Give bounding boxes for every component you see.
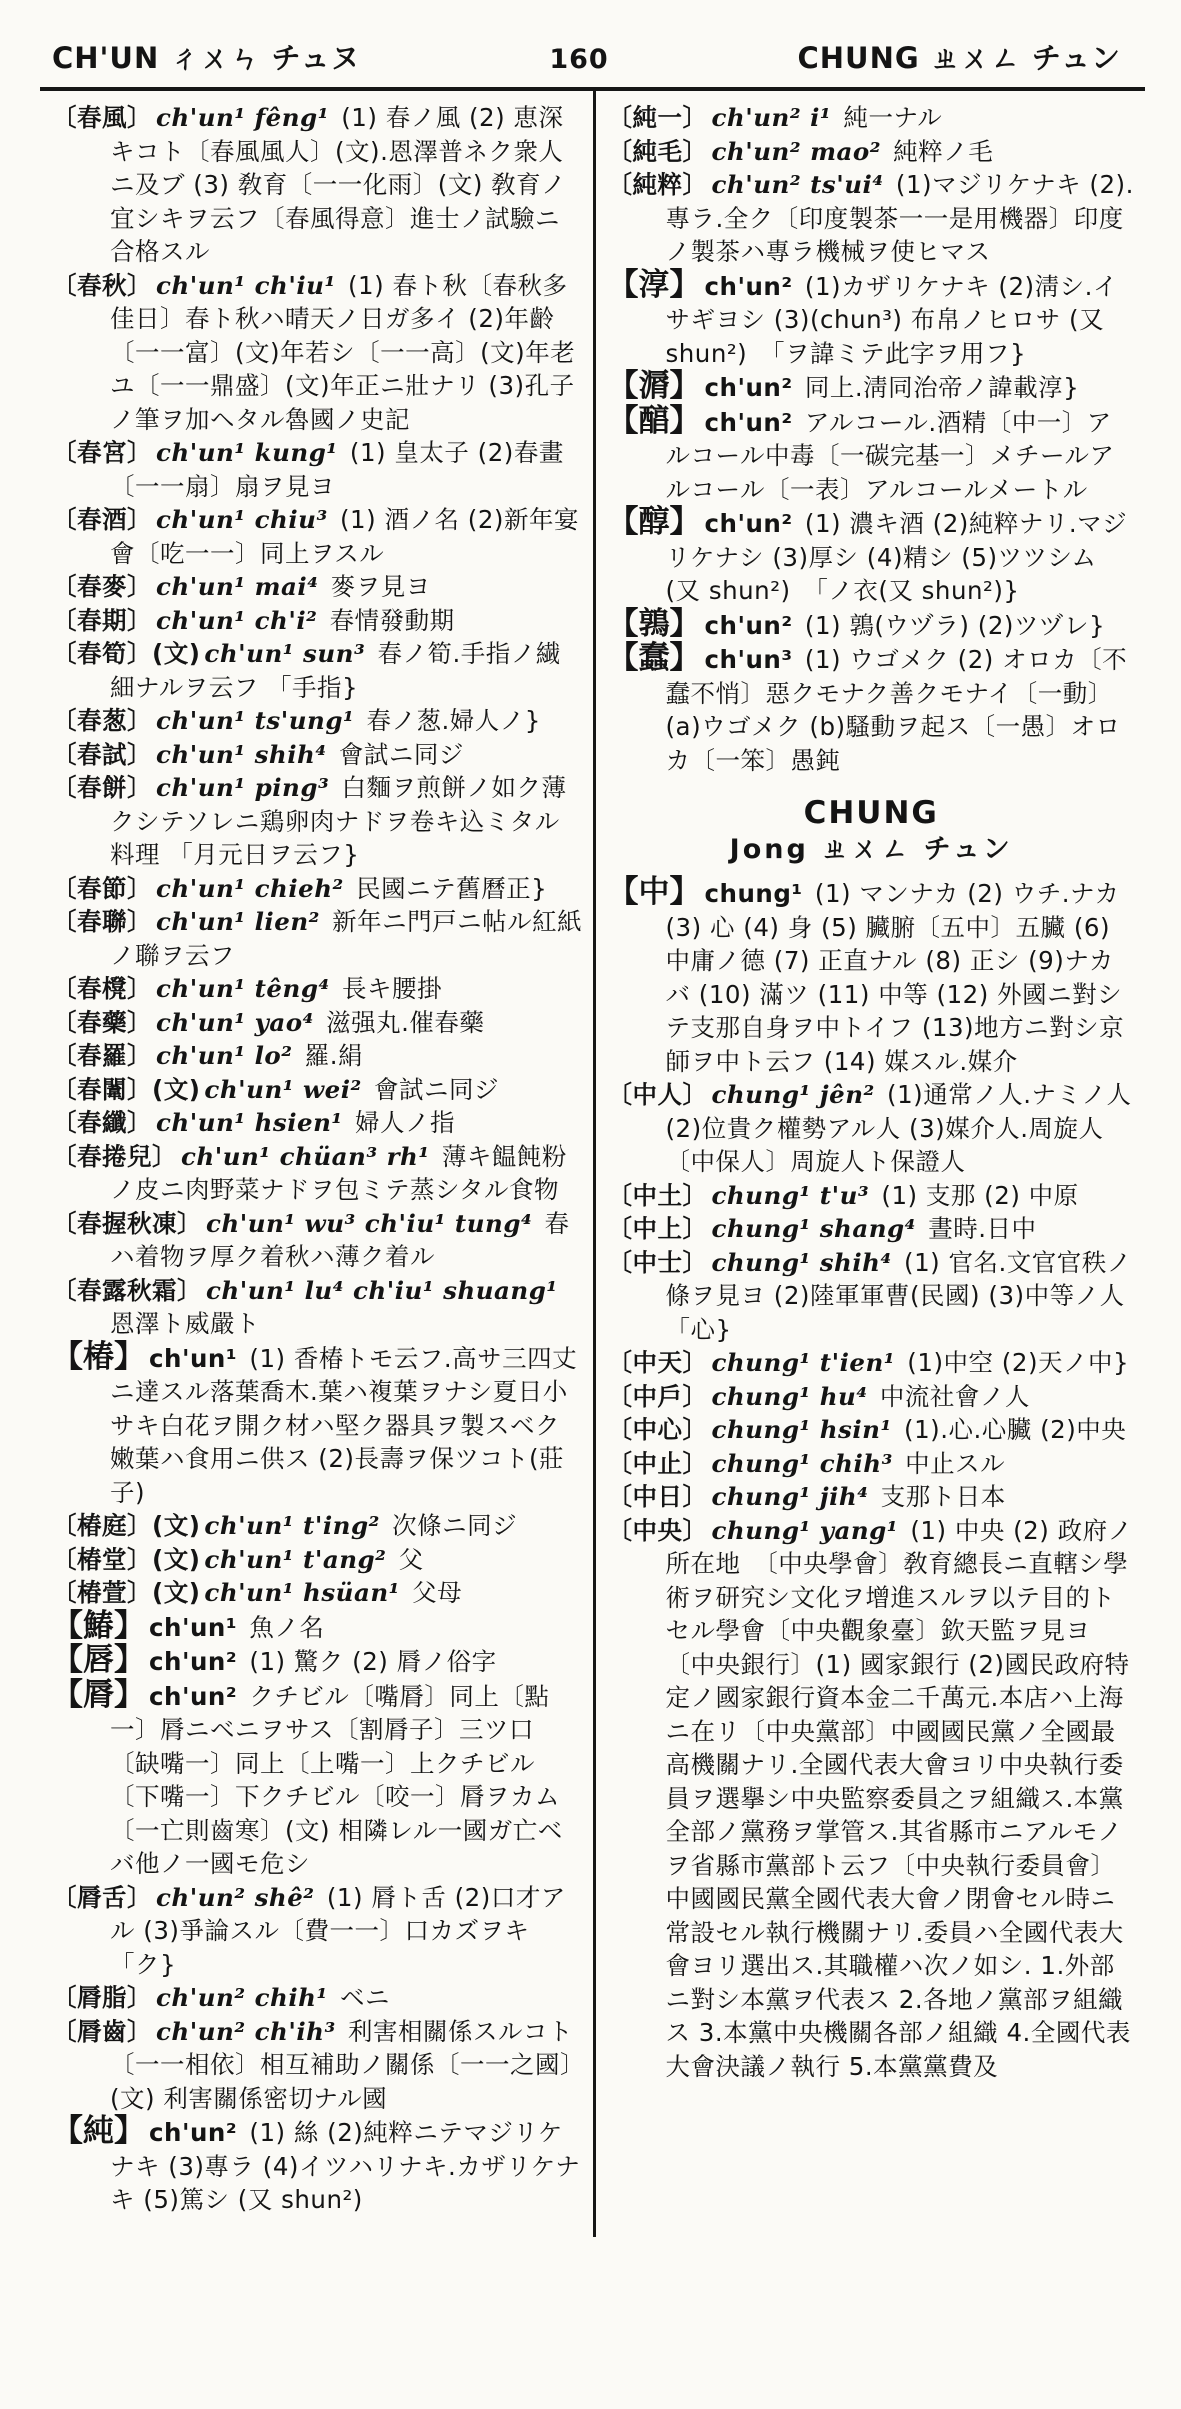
entry-romanization: ch'un¹ chieh²	[156, 873, 344, 903]
guide-word-left: CH'UN ㄔㄨㄣ チュヌ	[52, 41, 361, 75]
entry-romanization: ch'un¹ t'ing²	[204, 1511, 380, 1540]
entry-romanization: ch'un¹ fêng¹	[156, 103, 329, 132]
entry-romanization: ch'un¹ têng⁴	[156, 974, 330, 1003]
dictionary-entry	[52, 704, 583, 738]
entry-definition: 父母	[403, 1578, 463, 1607]
entry-headword: 〔春秋〕	[52, 270, 152, 300]
entry-romanization: ch'un¹ ping³	[156, 773, 330, 802]
entry-romanization: ch'un¹ wei²	[204, 1074, 362, 1104]
entry-headword: 〔中日〕	[607, 1482, 708, 1511]
dictionary-entry	[608, 1346, 1136, 1380]
entry-headword: 【純】	[52, 2113, 145, 2149]
entry-definition: (1)カザリケナキ (2)淸シ.イサギヨシ (3)(chun³) 布帛ノヒロサ (又 shun²) 「ヲ諱ミテ此字ヲ用フ}	[665, 271, 1118, 368]
entry-romanization: ch'un¹ hsien¹	[156, 1108, 343, 1137]
entry-headword: 〔椿萱〕(文)	[52, 1578, 201, 1607]
entry-romanization: chung¹ jih⁴	[711, 1482, 869, 1511]
entry-romanization: chung¹ jên²	[711, 1080, 875, 1109]
entry-definition: 純粹ノ毛	[885, 136, 994, 166]
dictionary-entry	[52, 1207, 583, 1274]
entry-definition: 會試ニ同ジ	[365, 1074, 500, 1104]
entry-definition: アルコール.酒精〔中一〕アルコール中毒〔一碳完基一〕メチールアルコール〔一表〕アルコールメートル	[665, 407, 1115, 504]
dictionary-entry	[52, 1981, 583, 2015]
entry-headword: 〔春露秋霜〕	[52, 1275, 202, 1305]
entry-romanization: ch'un¹	[149, 1343, 238, 1373]
entry-romanization: ch'un¹ hsüan¹	[204, 1578, 400, 1607]
entry-romanization: ch'un¹ chiu³	[156, 505, 328, 534]
section-title: CHUNG	[803, 795, 939, 831]
entry-definition: 長キ腰掛	[333, 974, 442, 1003]
entry-headword: 〔春捲兒〕	[52, 1141, 177, 1171]
entry-definition: 魚ノ名	[241, 1612, 325, 1642]
entry-headword: 〔春纖〕	[52, 1108, 152, 1137]
entry-headword: 〔中土〕	[607, 1180, 708, 1210]
entry-romanization: chung¹ shang⁴	[711, 1214, 916, 1243]
entry-headword: 〔中戶〕	[607, 1381, 708, 1411]
entry-definition: (1)マジリケナキ (2).專ラ.全ク〔印度製茶一一是用機器〕印度ノ製茶ハ專ラ機械ヲ使ヒマス	[665, 170, 1134, 266]
entry-romanization: ch'un² mao²	[711, 136, 881, 166]
page-number: 160	[549, 44, 609, 75]
entry-romanization: chung¹	[704, 879, 803, 908]
dictionary-entry	[52, 1006, 583, 1040]
dictionary-entry	[608, 101, 1136, 135]
entry-definition: (1)中空 (2)天ノ中}	[899, 1348, 1130, 1377]
entry-headword: 〔春試〕	[52, 739, 152, 769]
dictionary-entry	[52, 1106, 583, 1140]
dictionary-entry	[607, 605, 1136, 643]
entry-headword: 【醕】	[607, 402, 701, 439]
entry-headword: 〔椿堂〕(文)	[52, 1544, 201, 1574]
entry-definition: 同上.淸同治帝ノ諱載淳}	[796, 373, 1080, 402]
entry-headword: 〔中士〕	[607, 1247, 708, 1277]
entry-romanization: ch'un²	[704, 407, 793, 437]
entry-headword: 【唇】	[52, 1642, 145, 1678]
dictionary-entry	[52, 905, 583, 972]
entry-romanization: ch'un¹ ts'ung¹	[156, 706, 355, 735]
entry-definition: 晝時.日中	[919, 1214, 1037, 1243]
entry-definition: 春ノ葱.婦人ノ}	[358, 706, 541, 735]
entry-headword: 〔中天〕	[607, 1348, 708, 1377]
entry-romanization: ch'un¹	[149, 1612, 238, 1642]
dictionary-entry	[52, 1607, 583, 1645]
dictionary-entry	[52, 269, 583, 437]
entry-headword: 【醇】	[607, 504, 701, 540]
entry-romanization: ch'un² ts'ui⁴	[711, 170, 884, 199]
entry-headword: 〔春葱〕	[52, 706, 152, 735]
entry-headword: 〔純毛〕	[607, 136, 708, 166]
dictionary-entry	[608, 168, 1136, 269]
entry-romanization: ch'un¹ chüan³ rh¹	[181, 1141, 430, 1171]
entry-headword: 〔春握秋凍〕	[52, 1208, 202, 1238]
entry-headword: 〔中人〕	[607, 1080, 708, 1109]
entry-definition: 婦人ノ指	[346, 1108, 455, 1137]
entry-romanization: ch'un¹ yao⁴	[156, 1007, 314, 1037]
dictionary-entry	[52, 738, 583, 772]
entry-headword: 〔脣舌〕	[52, 1882, 152, 1912]
dictionary-entry	[52, 1644, 583, 1679]
entry-definition: (1) マンナカ (2) ウチ.ナカ (3) 心 (4) 身 (5) 臟腑〔五中〕五臟 (6)中庸ノ德 (7) 正直ナル (8) 正シ (9)ナカバ (10) 滿ツ (11) 中等 (12) 外國ニ對シテ支那自身ヲ中トイフ (13)地方ニ對シ京師ヲ中ト云フ (14) 媒スル.媒介	[665, 879, 1125, 1076]
entry-romanization: ch'un¹ lu⁴ ch'iu¹ shuang¹	[206, 1275, 558, 1305]
entry-romanization: chung¹ hsin¹	[711, 1415, 892, 1444]
entry-definition: 中流社會ノ人	[871, 1381, 1030, 1411]
dictionary-entry	[607, 402, 1136, 507]
dictionary-entry	[52, 972, 583, 1006]
entry-definition: ベニ	[331, 1983, 390, 2012]
dictionary-entry	[52, 2115, 583, 2217]
entry-headword: 〔椿庭〕(文)	[52, 1511, 201, 1540]
entry-definition: (1) 驚ク (2) 脣ノ俗字	[241, 1647, 497, 1676]
entry-headword: 〔春酒〕	[52, 505, 152, 534]
entry-definition: (1) 酒ノ名 (2)新年宴會〔吃一一〕同上ヲスル	[110, 505, 579, 568]
entry-headword: 【中】	[607, 874, 701, 910]
entry-definition: 父	[390, 1544, 424, 1574]
dictionary-entry	[52, 1576, 583, 1610]
running-header	[0, 0, 1181, 87]
dictionary-entry	[52, 1338, 583, 1510]
page-body	[40, 87, 1145, 2237]
entry-romanization: chung¹ hu⁴	[711, 1381, 868, 1411]
dictionary-entry	[608, 1179, 1136, 1213]
dictionary-entry	[52, 604, 583, 638]
entry-romanization: ch'un² shê²	[156, 1882, 315, 1912]
entry-definition: 新年ニ門戸ニ帖ル紅紙ノ聯ヲ云フ	[110, 907, 583, 970]
dictionary-entry	[608, 1480, 1136, 1514]
entry-headword: 〔春櫈〕	[52, 974, 152, 1003]
entry-definition: (1) 鶉(ウヅラ) (2)ツヅレ}	[796, 610, 1106, 640]
entry-headword: 〔脣齒〕	[52, 2016, 152, 2046]
entry-romanization: chung¹ t'ien¹	[711, 1348, 896, 1377]
entry-headword: 【脣】	[52, 1676, 145, 1713]
dictionary-entry	[52, 1073, 583, 1107]
entry-definition: 春ハ着物ヲ厚ク着秋ハ薄ク着ル	[110, 1208, 570, 1271]
dictionary-entry	[52, 1140, 583, 1207]
dictionary-entry	[608, 1514, 1136, 2084]
entry-headword: 〔春節〕	[52, 873, 152, 903]
entry-definition: 薄キ饂飩粉ノ皮ニ肉野菜ナドヲ包ミテ蒸シタル食物	[110, 1141, 567, 1204]
entry-definition: (1) 皇太子 (2)春畫〔一一扇〕扇ヲ見ヨ	[110, 438, 564, 501]
dictionary-entry	[52, 1881, 583, 1982]
entry-romanization: ch'un²	[704, 610, 793, 640]
entry-romanization: ch'un¹ ch'iu¹	[156, 270, 336, 300]
dictionary-entry	[608, 1246, 1136, 1347]
entry-romanization: ch'un¹ kung¹	[156, 438, 338, 467]
entry-romanization: chung¹ chih³	[711, 1448, 893, 1478]
dictionary-entry	[608, 506, 1136, 608]
entry-headword: 〔脣脂〕	[52, 1983, 152, 2012]
entry-romanization: chung¹ t'u³	[711, 1180, 870, 1210]
entry-headword: 〔春藥〕	[52, 1007, 152, 1037]
dictionary-entry	[608, 876, 1136, 1078]
entry-definition: 會試ニ同ジ	[330, 739, 464, 769]
dictionary-entry	[608, 642, 1136, 777]
entry-headword: 〔中上〕	[607, 1214, 708, 1243]
entry-romanization: ch'un¹ ch'i²	[156, 605, 318, 635]
entry-romanization: ch'un¹ mai⁴	[156, 572, 319, 601]
entry-romanization: ch'un² i¹	[711, 103, 832, 132]
entry-romanization: ch'un¹ lien²	[156, 907, 320, 936]
entry-romanization: ch'un¹ sun³	[204, 639, 366, 668]
dictionary-entry	[52, 1509, 583, 1543]
entry-definition: 滋强丸.催春藥	[317, 1007, 485, 1037]
dictionary-entry	[52, 1274, 583, 1341]
left-column	[40, 91, 593, 2237]
entry-romanization: chung¹ shih⁴	[711, 1247, 892, 1277]
entry-romanization: ch'un²	[149, 1647, 238, 1676]
entry-romanization: ch'un³	[704, 645, 793, 674]
right-column	[593, 91, 1146, 2237]
entry-romanization: ch'un²	[704, 271, 793, 301]
dictionary-entry	[52, 503, 583, 570]
dictionary-entry	[608, 1413, 1136, 1447]
entry-definition: (1) 脣ト舌 (2)口才アル (3)爭論スル〔費一一〕口カズヲキ 「ク}	[110, 1882, 566, 1979]
entry-romanization: ch'un²	[149, 2118, 238, 2147]
entry-headword: 【淳】	[607, 266, 701, 303]
entry-headword: 〔春餅〕	[52, 773, 152, 802]
entry-romanization: ch'un¹ wu³ ch'iu¹ tung⁴	[206, 1208, 533, 1238]
entry-headword: 【鶉】	[607, 605, 701, 642]
dictionary-entry	[52, 872, 583, 906]
entry-definition: 羅.絹	[296, 1041, 364, 1070]
entry-definition: 春情發動期	[321, 605, 455, 635]
entry-definition: (1)通常ノ人.ナミノ人 (2)位貴ク權勢アル人 (3)媒介人.周旋人〔中保人〕周旋人ト保證人	[665, 1080, 1132, 1176]
entry-headword: 〔春宮〕	[52, 438, 152, 467]
entry-headword: 〔春闈〕(文)	[52, 1074, 201, 1104]
entry-headword: 〔純一〕	[607, 103, 708, 132]
entry-definition: (1).心.心臟 (2)中央	[895, 1415, 1127, 1444]
entry-definition: 利害相關係スルコト〔一一相依〕相互補助ノ關係〔一一之國〕(文) 利害關係密切ナル國	[110, 2016, 573, 2113]
dictionary-entry	[607, 266, 1136, 371]
entry-definition: (1) 春ノ風 (2) 恵深キコト〔春風風人〕(文).恩澤普ネク衆人ニ及ブ (3) 敎育〔一一化雨〕(文) 敎育ノ宜シキヲ云フ〔春風得意〕進士ノ試驗ニ合格スル	[110, 103, 567, 266]
entry-headword: 【鰆】	[52, 1607, 145, 1644]
entry-definition: 麥ヲ見ヨ	[322, 572, 431, 601]
entry-romanization: ch'un¹ t'ang²	[204, 1544, 387, 1574]
entry-headword: 〔純粹〕	[607, 170, 708, 199]
entry-definition: 恩澤ト威嚴ト	[110, 1309, 260, 1338]
dictionary-entry	[52, 771, 583, 872]
entry-definition: 支那ト日本	[872, 1482, 1006, 1511]
dictionary-entry	[608, 1212, 1136, 1246]
entry-romanization: ch'un²	[704, 373, 793, 402]
entry-definition: 白麵ヲ煎餅ノ如ク薄クシテソレニ鶏卵肉ナドヲ卷キ込ミタル料理 「月元日ヲ云フ}	[110, 773, 567, 869]
entry-romanization: ch'un¹ lo²	[156, 1041, 293, 1070]
entry-definition: クチビル〔嘴脣〕同上〔點一〕脣ニベニヲサス〔割脣子〕三ツ口〔缺嘴一〕同上〔上嘴一〕上クチビル〔下嘴一〕下クチビル〔咬一〕脣ヲカム〔一亡則齒寒〕(文) 相隣レル一國ガ亡ベバ他ノ一國モ危シ	[110, 1681, 563, 1878]
section-subtitle: Jong ㄓㄨㄥ チュン	[729, 833, 1013, 865]
entry-headword: 〔春聯〕	[52, 907, 152, 936]
entry-definition: (1) 官名.文官官秩ノ條ヲ見ヨ (2)陸軍軍曹(民國) (3)中等ノ人 「心}	[665, 1247, 1132, 1344]
dictionary-entry	[52, 101, 583, 269]
entry-headword: 〔春筍〕(文)	[52, 639, 201, 668]
dictionary-entry	[608, 1380, 1136, 1414]
entry-headword: 〔中心〕	[607, 1415, 708, 1444]
entry-romanization: ch'un²	[149, 1681, 238, 1711]
dictionary-entry	[52, 2015, 583, 2116]
entry-headword: 〔中央〕	[607, 1515, 708, 1545]
entry-headword: 〔中止〕	[607, 1448, 708, 1478]
entry-romanization: ch'un² ch'ih³	[156, 2016, 336, 2046]
dictionary-entry	[52, 1039, 583, 1073]
entry-headword: 【漘】	[607, 368, 701, 404]
entry-definition: (1) ウゴメク (2) オロカ〔不蠢不悄〕惡クモナク善クモナイ〔一動〕(a)ウゴメク (b)騷動ヲ起ス〔一愚〕オロカ〔一笨〕愚鈍	[665, 645, 1128, 775]
dictionary-entry	[52, 436, 583, 503]
entry-romanization: ch'un² chih¹	[156, 1983, 328, 2012]
dictionary-entry	[608, 370, 1136, 405]
entry-headword: 〔春麥〕	[52, 572, 152, 601]
entry-definition: 中止スル	[896, 1448, 1006, 1478]
entry-headword: 【蠢】	[607, 640, 701, 676]
entry-romanization: ch'un¹ shih⁴	[156, 739, 327, 769]
entry-headword: 〔春羅〕	[52, 1041, 152, 1070]
dictionary-entry	[52, 1676, 583, 1881]
entry-romanization: chung¹ yang¹	[711, 1515, 899, 1545]
entry-headword: 【椿】	[52, 1338, 145, 1375]
entry-headword: 〔春風〕	[52, 103, 152, 132]
entry-definition: (1) 中央 (2) 政府ノ所在地 〔中央學會〕敎育總長ニ直轄シ學術ヲ研究シ文化ヲ增進スルヲ以テ目的トセル學會〔中央觀象臺〕欽天監ヲ見ヨ〔中央銀行〕(1) 國家銀行 (2)國民政府特定ノ國家銀行資本金二千萬元.本店ハ上海ニ在リ〔中央黨部〕中國國民黨ノ全國最高機關ナリ.全國代表大會ヨリ中央執行委員ヲ選擧シ中央監察委員之ヲ組織ス.本黨全部ノ黨務ヲ掌管ス.其省縣市ニアルモノヲ省縣市黨部ト云フ〔中央執行委員會〕中國國民黨全國代表大會ノ閉會セル時ニ常設セル執行機關ナリ.委員ハ全國代表大會ヨリ選出ス.其職權ハ次ノ如シ. 1.外部ニ對シ本黨ヲ代表ス 2.各地ノ黨部ヲ組織ス 3.本黨中央機關各部ノ組織 4.全國代表大會決議ノ執行 5.本黨黨費及	[665, 1515, 1133, 2081]
entry-definition: (1) 支那 (2) 中原	[873, 1180, 1079, 1210]
entry-romanization: ch'un²	[704, 509, 793, 538]
dictionary-entry	[52, 1543, 583, 1577]
entry-headword: 〔春期〕	[52, 605, 152, 635]
entry-definition: 民國ニテ舊曆正}	[347, 873, 548, 903]
dictionary-entry	[608, 1447, 1136, 1481]
entry-definition: 純一ナル	[835, 103, 943, 132]
entry-definition: 春ノ筍.手指ノ繊細ナルヲ云フ 「手指}	[110, 639, 561, 702]
dictionary-entry	[52, 637, 583, 704]
entry-definition: (1) 春ト秋〔春秋多佳日〕春ト秋ハ晴天ノ日ガ多イ (2)年齡〔一一富〕(文)年若シ〔一一高〕(文)年老ユ〔一一鼎盛〕(文)年正ニ壯ナリ (3)孔子ノ筆ヲ加ヘタル魯國ノ史記	[110, 270, 576, 434]
dictionary-entry	[608, 1078, 1136, 1179]
dictionary-entry	[52, 570, 583, 604]
entry-definition: (1) 絲 (2)純粹ニテマジリケナキ (3)專ラ (4)イツハリナキ.カザリケナキ (5)篤シ (又 shun²)	[110, 2118, 581, 2214]
section-heading	[608, 797, 1136, 866]
guide-word-right: CHUNG ㄓㄨㄥ チュン	[797, 41, 1121, 75]
entry-definition: (1) 濃キ酒 (2)純粹ナリ.マジリケナシ (3)厚シ (4)精シ (5)ツツシム (又 shun²) 「ノ衣(又 shun²)}	[665, 509, 1128, 605]
entry-definition: 次條ニ同ジ	[383, 1511, 518, 1540]
dictionary-entry	[608, 135, 1136, 169]
entry-definition: (1) 香椿トモ云フ.高サ三四丈ニ達スル落葉喬木.葉ハ複葉ヲナシ夏日小サキ白花ヲ開ク材ハ堅ク器具ヲ製スベク嫩葉ハ食用ニ供ス (2)長壽ヲ保ツコト(莊子)	[110, 1343, 578, 1507]
